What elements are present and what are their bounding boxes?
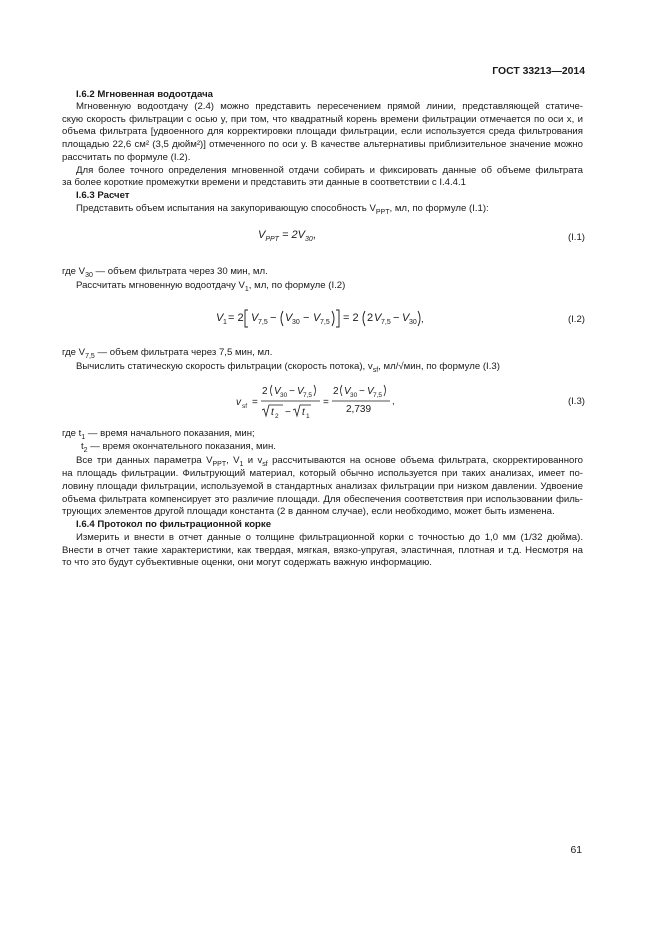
svg-text:=: =	[252, 397, 258, 408]
svg-text:v: v	[236, 397, 241, 408]
paragraph-line: то что это будут субъективные оценки, они могут содержать важную информацию.	[62, 557, 432, 568]
svg-text:−: −	[289, 386, 295, 397]
svg-text:= 2: = 2	[228, 312, 244, 324]
svg-text:2: 2	[275, 413, 279, 420]
paragraph-line: на площадь фильтрации. Фильтрующий материал, который обычно используется при таких анализах, имеет по-	[62, 468, 583, 479]
svg-text:V: V	[344, 386, 351, 397]
svg-text:30: 30	[292, 319, 300, 326]
formula-intro: Рассчитать мгновенную водоотдачу $V_1$, мл, по формуле (I.2)	[76, 280, 346, 293]
svg-text:V: V	[313, 312, 321, 324]
svg-text:2: 2	[262, 386, 268, 397]
paragraph-line: Измерить и внести в отчет данные о толщине фильтрационной корки с точностью до 1,0 мм (1/32 дюйма).	[76, 532, 583, 543]
equation-2-comma: ,	[421, 314, 424, 325]
section-heading-6-2: I.6.2 Мгновенная водоотдача	[76, 89, 214, 100]
svg-text:V: V	[374, 312, 382, 324]
equation-number: (I.1)	[567, 232, 585, 243]
paragraph-line: Для более точного определения мгновенной отдачи собирать и фиксировать данные об объеме фильтрата	[76, 165, 583, 176]
svg-text:t: t	[271, 407, 274, 418]
where-line: где $V_{7,5}$ — объем фильтрата через 7,5 мин, мл.	[62, 347, 273, 360]
svg-text:2: 2	[367, 312, 374, 324]
paragraph-line: Мгновенную водоотдачу (2.4) можно представить пересечением прямой линии, представляющей статиче-	[76, 101, 583, 112]
svg-text:sf: sf	[242, 403, 248, 410]
paragraph-line: объема фильтрата компенсирует это различие площади. Для обеспечения соответствия при использовании филь-	[62, 494, 583, 505]
svg-text:30: 30	[350, 392, 358, 399]
svg-text:V: V	[285, 312, 293, 324]
where-line: где $V_{30}$ — объем фильтрата через 30 мин, мл.	[62, 266, 268, 279]
svg-text:30: 30	[280, 392, 288, 399]
svg-text:7,5: 7,5	[320, 319, 330, 326]
section-heading-6-3: I.6.3 Расчет	[76, 190, 130, 201]
paragraph-line: Все три данных параметра $V_{PPT}$, $V_1$ и $v_{sf}$ рассчитываются на основе объема фильтрата, скорректированного	[76, 455, 583, 468]
equation-number: (I.3)	[567, 396, 585, 407]
standard-header: ГОСТ 33213—2014	[492, 66, 585, 77]
paragraph-line: объема фильтрата [удвоенного для корректировки площади фильтрации, если используется среда фильтрования	[62, 126, 583, 137]
equation-3-comma: ,	[392, 396, 395, 407]
paragraph-line: трующих элементов другой площади константа (2 в данном случае), если необходимо, может быть изменена.	[62, 506, 555, 517]
svg-text:−: −	[303, 312, 310, 324]
paragraph-line: Внести в отчет такие характеристики, как твердая, мягкая, вязко-упругая, эластичная, плотная и т.д. Несмотря на	[62, 545, 583, 556]
where-line: $t_2$ — время окончательного показания, мин.	[81, 441, 276, 454]
svg-text:7,5: 7,5	[381, 319, 391, 326]
paragraph-line: за более короткие промежутки времени и представить эти данные в соответствии с I.4.4.1	[62, 177, 467, 188]
formula-intro: Представить объем испытания на закупоривающую способность $V_{PPT}$, мл, по формуле (I.1):	[76, 203, 489, 216]
svg-text:V: V	[367, 386, 374, 397]
svg-text:30: 30	[409, 319, 417, 326]
paragraph-line: ловину площади фильтрации, используемой в стандартных анализах фильтрации при низком давлении. Удвоение	[62, 481, 583, 492]
svg-text:t: t	[302, 407, 305, 418]
section-heading-6-4: I.6.4 Протокол по фильтрационной корке	[76, 519, 272, 530]
svg-text:−: −	[285, 407, 291, 418]
svg-text:7,5: 7,5	[373, 392, 383, 399]
equation-1: $V_{PPT} = 2V_{30}$,	[258, 229, 316, 244]
svg-text:7,5: 7,5	[258, 319, 268, 326]
svg-text:1: 1	[306, 413, 310, 420]
svg-text:7,5: 7,5	[303, 392, 313, 399]
svg-text:V: V	[216, 312, 224, 324]
paragraph-line: рассчитать по формуле (I.2).	[62, 152, 191, 163]
svg-text:=: =	[323, 397, 329, 408]
svg-text:V: V	[251, 312, 259, 324]
svg-text:V: V	[297, 386, 304, 397]
paragraph-line: скую скорость фильтрации с осью y, при том, что квадратный корень времени фильтрации отмечается по оси x, и	[62, 114, 583, 125]
formula-intro: Вычислить статическую скорость фильтрации (скорость потока), $v_{sf}$, мл/√мин, по формуле (I.3)	[76, 361, 500, 374]
svg-text:−: −	[393, 312, 400, 324]
equation-3-denominator: 2,739	[346, 404, 372, 415]
svg-text:V: V	[274, 386, 281, 397]
where-line: где $t_1$ — время начального показания, мин;	[62, 428, 255, 441]
equation-2	[212, 304, 422, 332]
equation-number: (I.2)	[567, 314, 585, 325]
page-number: 61	[570, 845, 582, 856]
svg-text:2: 2	[333, 386, 339, 397]
svg-text:−: −	[359, 386, 365, 397]
svg-text:V: V	[402, 312, 410, 324]
svg-text:= 2: = 2	[343, 312, 359, 324]
svg-text:−: −	[270, 312, 277, 324]
svg-text:1: 1	[223, 319, 227, 326]
paragraph-line: площадью 22,6 см² (3,5 дюйм²)] отмеченного по оси y. В качестве альтернативы приблизительное значение можно	[62, 139, 583, 150]
